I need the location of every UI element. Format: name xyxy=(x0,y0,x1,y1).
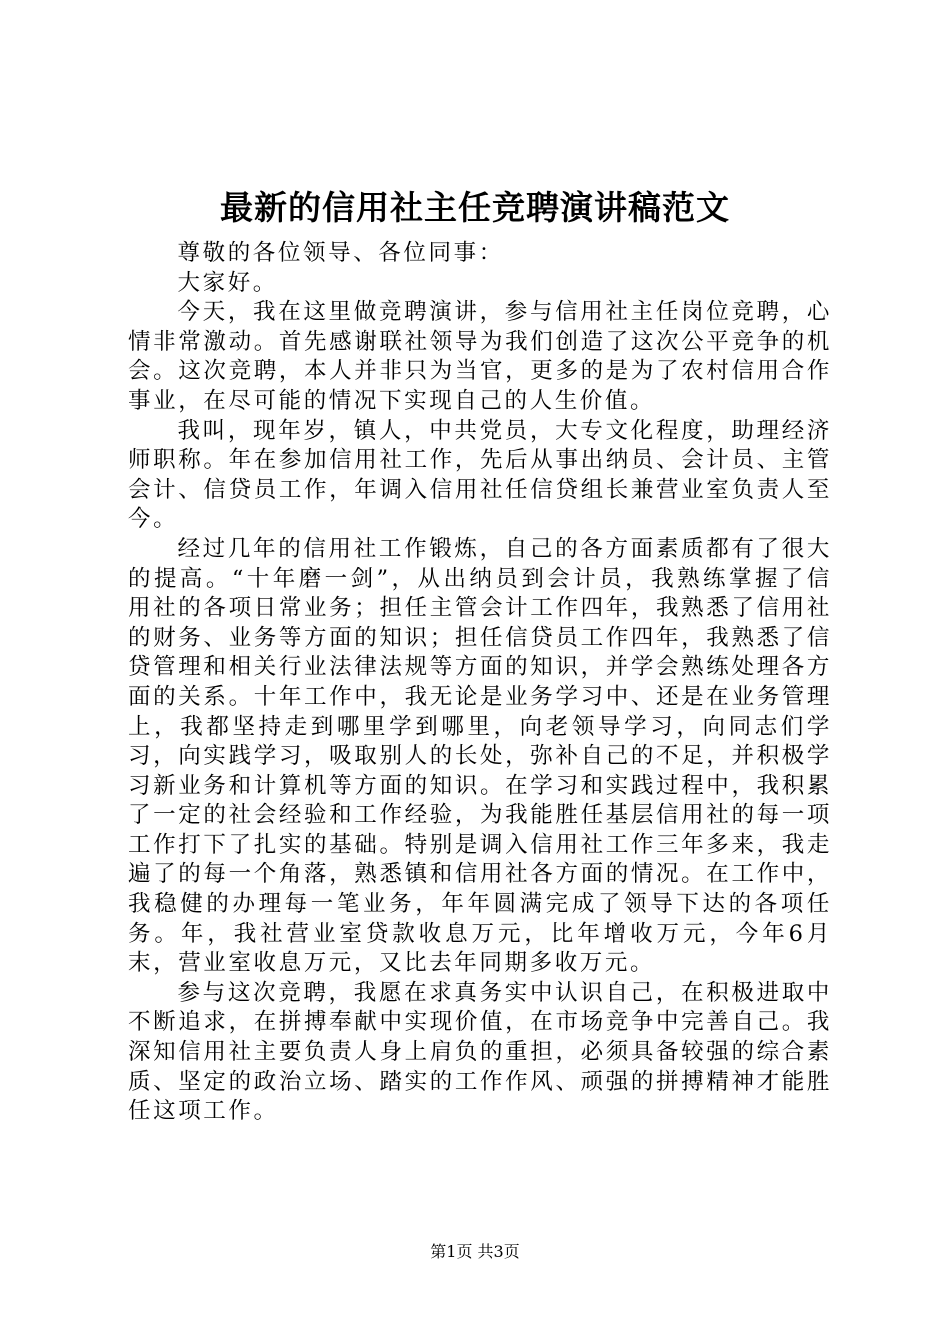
paragraph-experience: 经过几年的信用社工作锻炼，自己的各方面素质都有了很大的提高。“十年磨一剑”，从出纳员到会计员，我熟练掌握了信用社的各项日常业务；担任主管会计工作四年，我熟悉了信用社的财务、业务等方面的知识；担任信贷员工作四年，我熟悉了信贷管理和相关行业法律法规等方面的知识，并学会熟练处理各方面的关系。十年工作中，我无论是业务学习中、还是在业务管理上，我都坚持走到哪里学到哪里，向老领导学习，向同志们学习，向实践学习，吸取别人的长处，弥补自己的不足，并积极学习新业务和计算机等方面的知识。在学习和实践过程中，我积累了一定的社会经验和工作经验，为我能胜任基层信用社的每一项工作打下了扎实的基础。特别是调入信用社工作三年多来，我走遍了的每一个角落，熟悉镇和信用社各方面的情况。在工作中，我稳健的办理每一笔业务，年年圆满完成了领导下达的各项任务。年，我社营业室贷款收息万元，比年增收万元，今年6月末，营业室收息万元，又比去年同期多收万元。 xyxy=(128,535,832,977)
salutation: 尊敬的各位领导、各位同事： xyxy=(177,240,504,266)
greeting: 大家好。 xyxy=(177,269,278,296)
page-footer: 第1页 共3页 xyxy=(430,1242,520,1261)
document-body xyxy=(128,239,832,1127)
document-title: 最新的信用社主任竞聘演讲稿范文 xyxy=(220,188,730,227)
paragraph-intro: 今天，我在这里做竞聘演讲，参与信用社主任岗位竞聘，心情非常激动。首先感谢联社领导为我们创造了这次公平竞争的机会。这次竞聘，本人并非只为当官，更多的是为了农村信用合作事业，在尽可能的情况下实现自己的人生价值。 xyxy=(128,299,832,414)
paragraph-self-introduction: 我叫，现年岁，镇人，中共党员，大专文化程度，助理经济师职称。年在参加信用社工作，先后从事出纳员、会计员、主管会计、信贷员工作，年调入信用社任信贷组长兼营业室负责人至今。 xyxy=(128,417,832,533)
paragraph-commitment: 参与这次竞聘，我愿在求真务实中认识自己，在积极进取中不断追求，在拼搏奉献中实现价值，在市场竞争中完善自己。我深知信用社主要负责人身上肩负的重担，必须具备较强的综合素质、坚定的政治立场、踏实的工作作风、顽强的拼搏精神才能胜任这项工作。 xyxy=(128,979,832,1125)
